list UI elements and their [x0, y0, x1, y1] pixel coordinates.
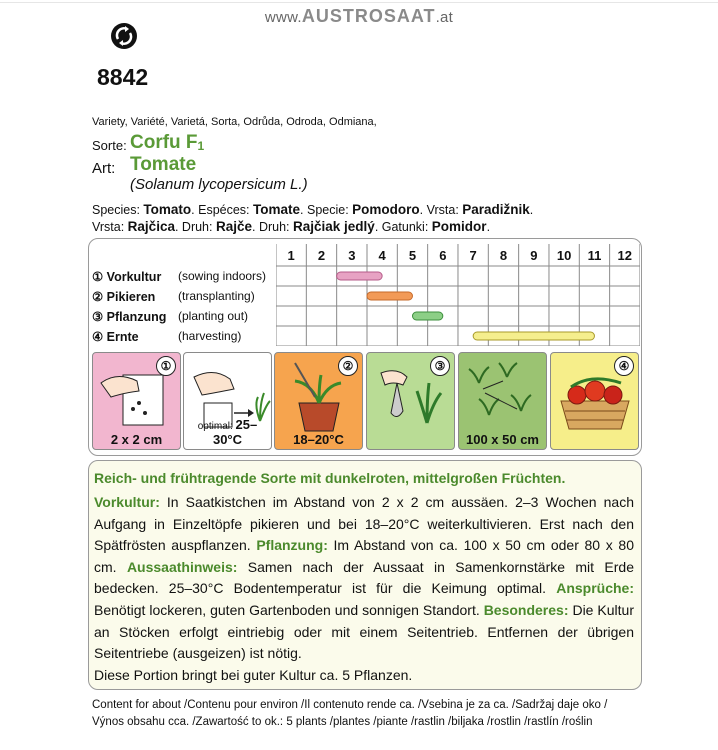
species-lang-label: . Specie: [300, 203, 353, 217]
month-label: 11 [587, 248, 602, 263]
latin-name: (Solanum lycopersicum L.) [130, 176, 308, 193]
panel-caption [184, 417, 271, 447]
panel-caption-text: 18–20°C [293, 432, 344, 447]
description-title: Reich- und frühtragende Sorte mit dunkelroten, mittelgroßen Früchten. [94, 470, 566, 486]
month-label: 3 [348, 248, 356, 263]
step-badge: ② [338, 356, 358, 376]
calendar-row-de: ③ Pflanzung [92, 310, 167, 324]
instruction-panel-4 [366, 352, 455, 450]
instruction-panel-5 [458, 352, 547, 450]
species-lang-name: Tomate [253, 202, 301, 217]
calendar-row-de: ④ Ernte [92, 330, 139, 344]
instruction-panel-1 [92, 352, 181, 450]
calendar-bar-row-3 [412, 312, 442, 320]
heading-pflanzung: Pflanzung: [256, 537, 328, 554]
instruction-panel-6 [550, 352, 639, 450]
species-lang-label: Species: [92, 203, 144, 217]
calendar-row-en: (harvesting) [178, 329, 242, 343]
panel-caption [275, 432, 362, 447]
species-lang-name: Pomodoro [352, 202, 420, 217]
species-lang-name: Pomidor [431, 219, 487, 234]
panel-caption [459, 432, 546, 447]
month-label: 5 [408, 248, 417, 263]
step-badge: ① [156, 356, 176, 376]
panel-caption-small: optimal: [197, 421, 236, 432]
calendar-row-label [92, 269, 267, 284]
top-divider [0, 2, 718, 3]
month-label: 7 [469, 248, 477, 263]
instruction-panel-2 [183, 352, 272, 450]
species-lang-name: Rajčiak jedlý [293, 219, 375, 234]
calendar-row-label [92, 329, 242, 344]
month-label: 2 [317, 248, 326, 263]
species-lang-label: . [486, 220, 491, 234]
step-badge: ③ [430, 356, 450, 376]
calendar-row-en: (planting out) [178, 309, 249, 323]
portion-note: Diese Portion bringt bei guter Kultur ca. 5 Pflanzen. [94, 666, 413, 683]
calendar-bar-row-1 [337, 272, 382, 280]
month-label: 6 [439, 248, 447, 263]
species-lang-name: Rajčica [127, 219, 175, 234]
month-label: 4 [378, 248, 386, 263]
heading-ansprueche: Ansprüche: [556, 580, 634, 597]
panel-caption [93, 432, 180, 447]
panel-caption-text: 2 x 2 cm [110, 432, 163, 447]
sorte-label: Sorte: [92, 138, 127, 153]
calendar-row-de: ② Pikieren [92, 290, 156, 304]
calendar-row-en: (transplanting) [178, 289, 255, 303]
month-label: 1 [287, 248, 295, 263]
calendar-bar-row-4 [473, 332, 594, 340]
website-url[interactable]: www.AUSTROSAAT.at [264, 6, 454, 26]
species-lang-label: . [529, 203, 534, 217]
art-label: Art: [92, 160, 116, 177]
species-lang-label: . Druh: [174, 220, 216, 234]
content-note: Content for about /Contenu pour environ /Il contenuto rende ca. /Vsebina je za ca. /Sadržaj daje oko / Výnos obsahu cca. /Zawartość to ok.: 5 plants /plantes /piante /rastlin /biljaka /rostlin /rastlín /roślin [92, 699, 608, 728]
species-names-line-1 [92, 202, 533, 217]
species-lang-label: . Vrsta: [419, 203, 463, 217]
species-lang-name: Paradižnik [462, 202, 530, 217]
calendar-row-de: ① Vorkultur [92, 270, 162, 284]
calendar-bar-row-2 [367, 292, 412, 300]
calendar-row-label [92, 309, 249, 324]
variety-label-multilingual: Variety, Variété, Varietá, Sorta, Odrůda, Odroda, Odmiana, [92, 116, 377, 128]
variety-name: Corfu $F_1$ [130, 132, 205, 153]
species-lang-label: . Espéces: [191, 203, 254, 217]
heading-vorkultur: Vorkultur: [94, 494, 160, 510]
species-lang-label: . Druh: [252, 220, 293, 234]
sowing-calendar-grid [276, 244, 640, 346]
month-label: 8 [499, 248, 508, 263]
calendar-row-en: (sowing indoors) [178, 269, 267, 283]
description-text: Vorkultur: In Saatkistchen im Abstand von 2 x 2 cm aussäen. 2–3 Wochen nach Aufgang in Einzeltöpfe pikieren und bei 18–20°C weiterkultivieren. Erst nach den Spätfrösten auspflanzen. Pflanzung: Im Abstand von ca. 100 x 50 cm oder 80 x 80 cm. Aussaathinweis: Samen nach der Aussaat in Samenkornstärke mit Erde bedecken. 25–30°C Bodentemperatur ist für die Keimung optimal. Ansprüche: Benötigt lockeren, guten Gartenboden und sonnigen Standort. Besonderes: Die Kultur an Stöcken erfolgt eintriebig oder mit einem Seitentrieb. Entfernen der übrigen Seitentriebe (ausgeizen) ist nötig. Diese Portion bringt bei guter Kultur ca. 5 Pflanzen. [94, 492, 634, 686]
heading-aussaathinweis: Aussaathinweis: [126, 558, 238, 575]
heading-besonderes: Besonderes: [483, 601, 569, 618]
species-lang-name: Rajče [215, 219, 252, 234]
species-lang-label: Vrsta: [92, 220, 128, 234]
species-name: Tomate [130, 154, 197, 175]
month-label: 10 [556, 248, 572, 263]
species-lang-name: Tomato [143, 202, 192, 217]
month-label: 12 [617, 248, 633, 263]
recycle-logo-icon [110, 22, 138, 50]
species-lang-label: . Gatunki: [374, 220, 432, 234]
panel-caption-text: 100 x 50 cm [465, 432, 539, 447]
panel-caption-text: 25–30°C [212, 417, 258, 447]
step-badge: ④ [614, 356, 634, 376]
month-label: 9 [530, 248, 538, 263]
instruction-panel-3 [274, 352, 363, 450]
calendar-row-label [92, 289, 255, 304]
species-names-line-2 [92, 219, 490, 234]
product-code: 8842 [97, 64, 149, 90]
